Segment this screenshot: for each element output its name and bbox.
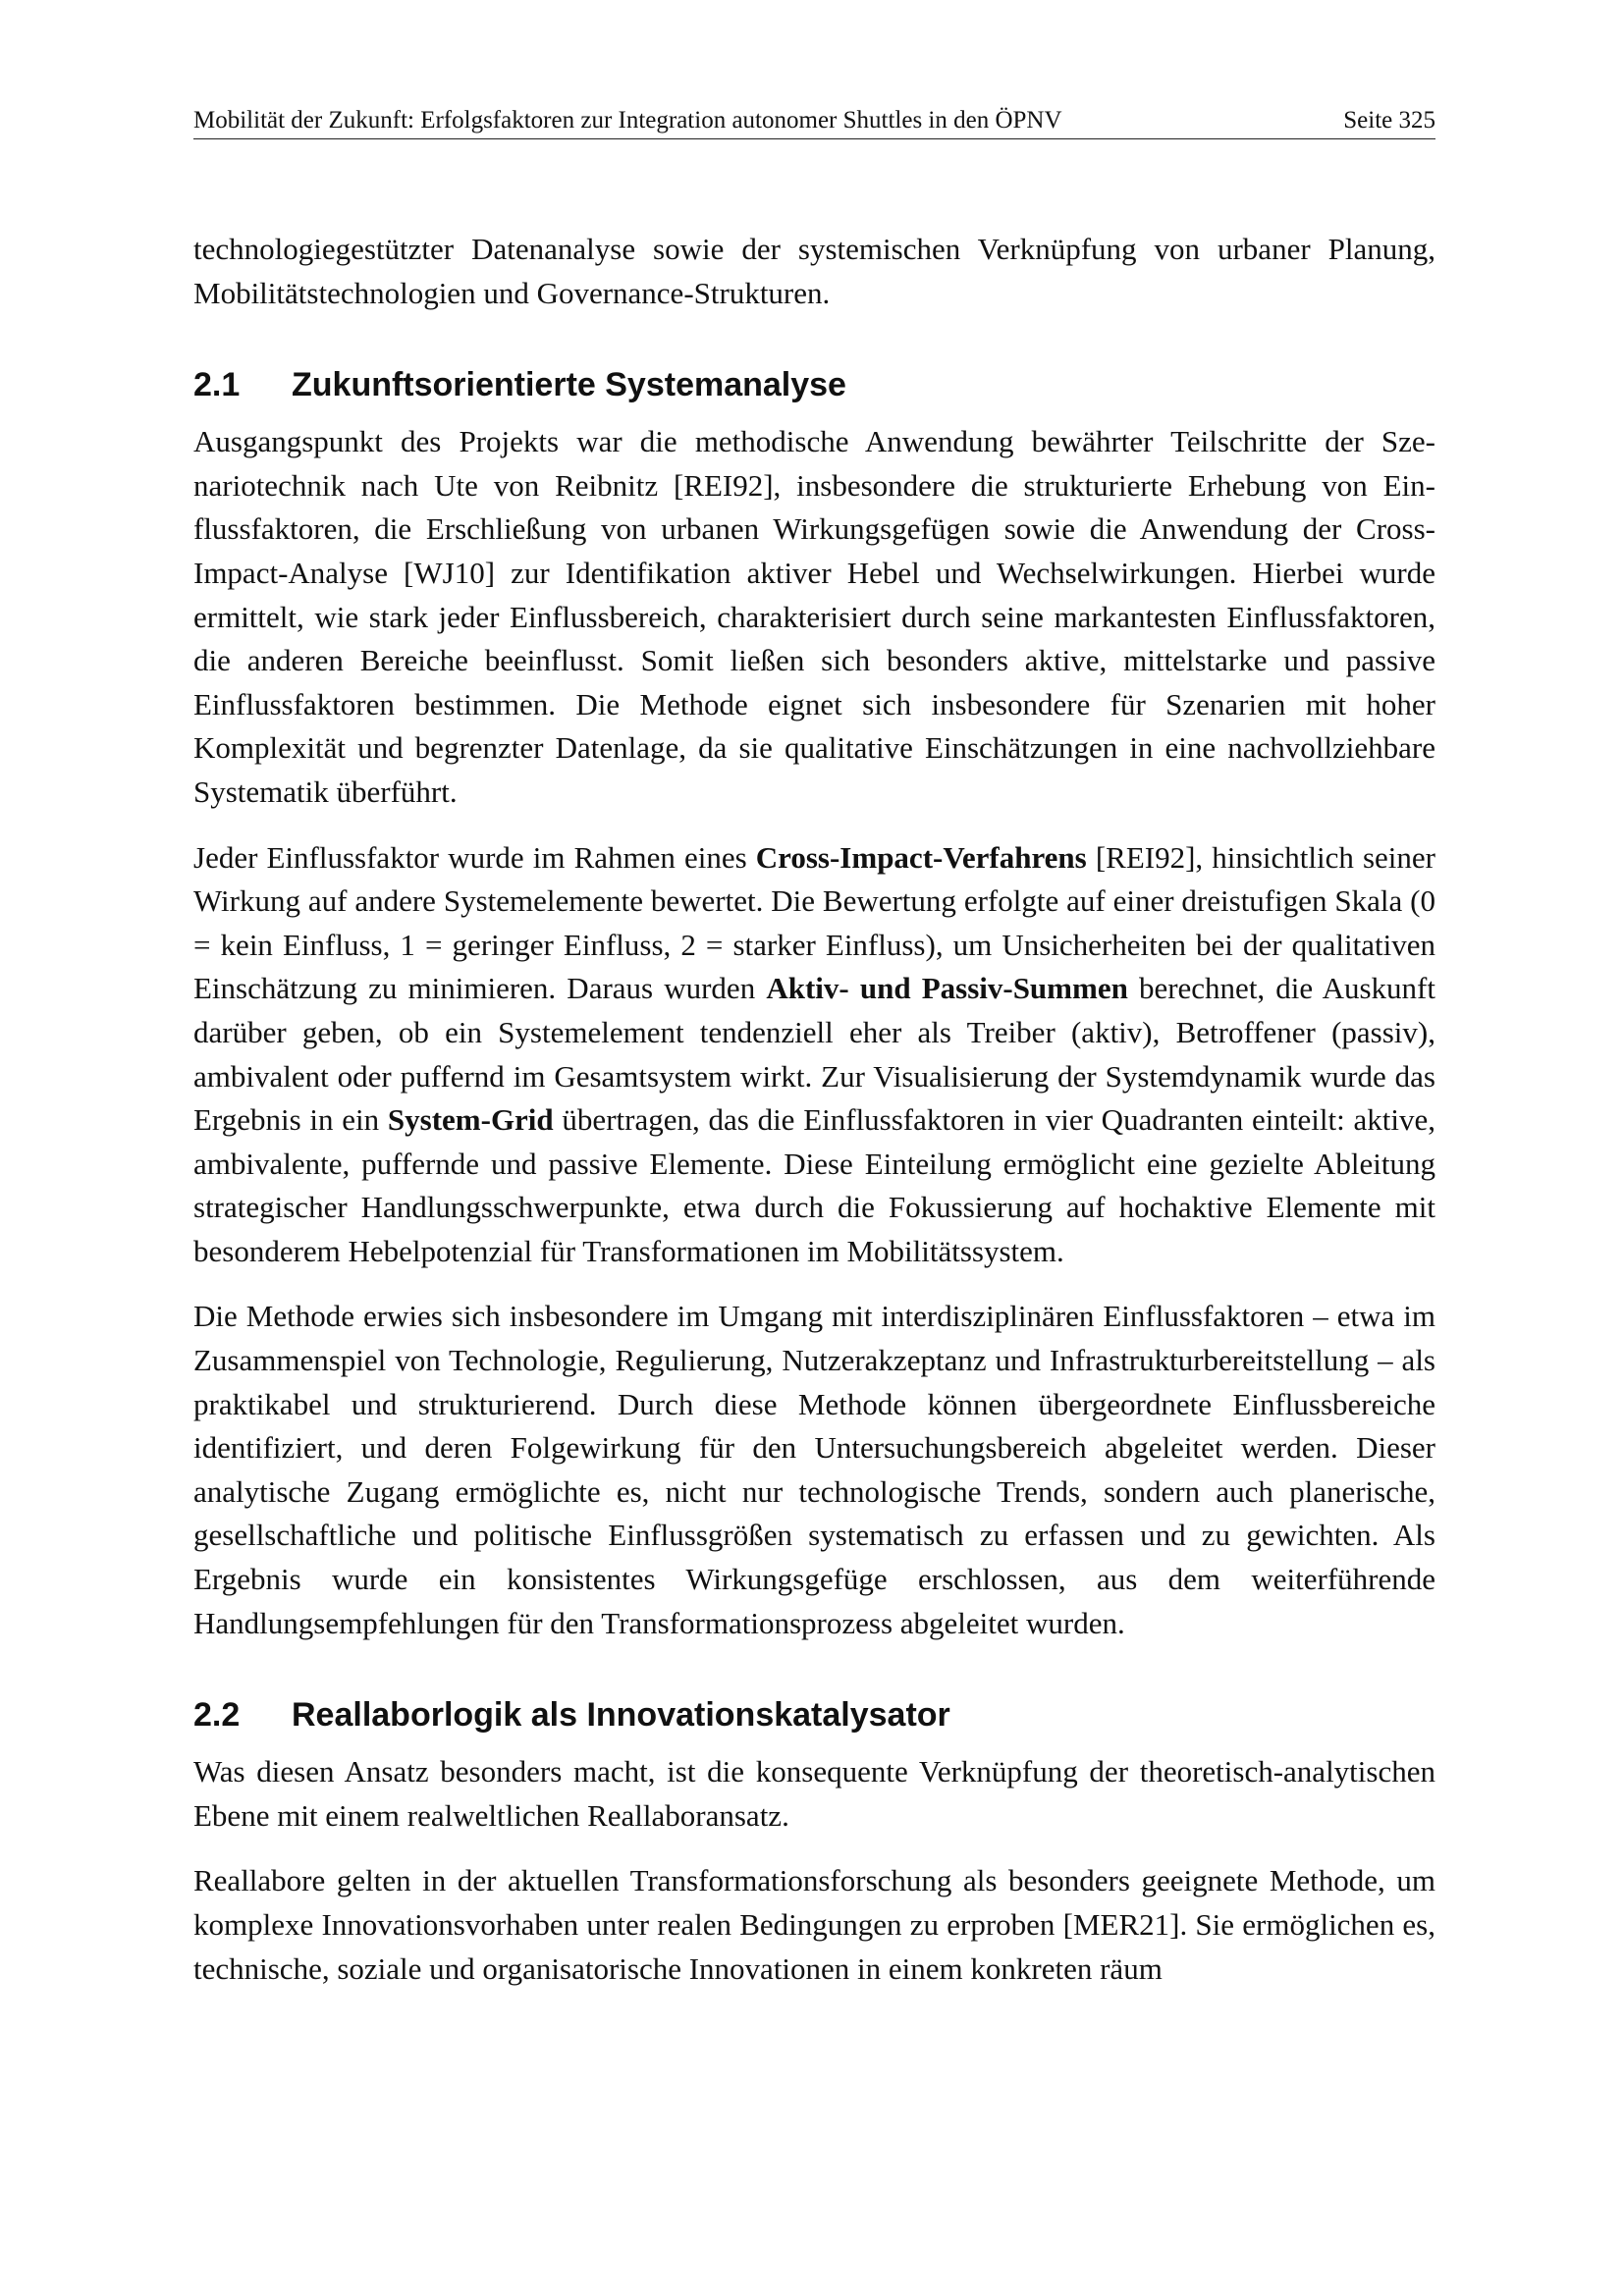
page-number: Seite 325 (1343, 107, 1435, 133)
running-header (193, 106, 1435, 139)
paragraph-cross-impact (193, 836, 1435, 1274)
section-heading-2-1 (193, 363, 1435, 406)
header-title: Mobilität der Zukunft: Erfolgsfaktoren zur Integration autonomer Shuttles in den ÖPNV (193, 107, 1062, 133)
paragraph-methodology: Ausgangspunkt des Projekts war die methodische Anwendung bewährter Teilschritte der Szenariotechnik nach Ute von Reibnitz [REI92], insbesondere die strukturierte Erhebung von Einflussfaktoren, die Erschließung von urbanen Wirkungsgefügen sowie die Anwendung der Cross-Impact-Analyse [WJ10] zur Identifikation aktiver Hebel und Wechselwirkungen. Hierbei wurde ermittelt, wie stark jeder Einflussbereich, charakterisiert durch seine markantesten Einflussfaktoren, die anderen Bereiche beeinflusst. Somit ließen sich besonders aktive, mittelstarke und passive Einflussfaktoren bestimmen. Die Methode eignet sich insbesondere für Szenarien mit hoher Komplexität und begrenzter Datenlage, da sie qualitative Einschätzungen in eine nachvollziehbare Systematik überführt. (193, 424, 1435, 809)
bold-term-system-grid: System-Grid (387, 1102, 554, 1138)
paragraph-approach: Was diesen Ansatz besonders macht, ist die konsequente Verknüpfung der theoretisch-analytischen Ebene mit einem realweltlichen Reallaboransatz. (193, 1754, 1435, 1833)
text-run: Jeder Einflussfaktor wurde im Rahmen eines (193, 839, 756, 875)
section-title: Reallaborlogik als Innovationskatalysator (292, 1696, 950, 1735)
section-number: 2.1 (193, 366, 241, 404)
paragraph-interdisciplinary: Die Methode erwies sich insbesondere im Umgang mit interdisziplinären Einflussfaktoren – etwa im Zusammenspiel von Technologie, Regulierung, Nutzerakzeptanz und Infrastrukturbereitstellung – als praktikabel und strukturierend. Durch diese Methode können übergeordnete Einflussbereiche identifiziert, und deren Folgewirkung für den Untersuchungsbereich abgeleitet werden. Dieser analytische Zugang ermöglichte es, nicht nur technologische Trends, sondern auch planerische, gesellschaftliche und politische Einflussgrößen systematisch zu erfassen und zu gewichten. Als Ergebnis wurde ein konsistentes Wirkungsgefüge erschlossen, aus dem weiterführende Handlungsempfehlungen für den Transformationsprozess abgeleitet wurden. (193, 1299, 1435, 1640)
intro-paragraph: technologiegestützter Datenanalyse sowie der systemischen Verknüpfung von urbaner Planung, Mobilitätstechnologien und Governance-Strukturen. (193, 232, 1435, 310)
text-run: [REI92], hinsichtlich seiner Wirkung auf andere Systemelemente bewertet. Die Bewertung erfolgte auf einer dreistufigen Skala (0 = kein Einfluss, 1 = geringer Einfluss, 2 = starker Einfluss), um Unsicherheiten bei der qualitativen Einschätzung zu minimieren. Daraus wurden (193, 839, 1435, 1006)
section-number: 2.2 (193, 1696, 241, 1735)
section-title: Zukunftsorientierte Systemanalyse (292, 366, 846, 404)
text-run: übertragen, das die Einflussfaktoren in vier Quadranten einteilt: aktive, ambivalente, puffernde und passive Elemente. Diese Einteilung ermöglicht eine gezielte Ableitung strategischer Handlungsschwerpunkte, etwa durch die Fokussierung auf hochaktive Elemente mit besonderem Hebelpotenzial für Transformationen im Mobilitätssystem. (193, 1102, 1435, 1268)
paragraph-reallabore: Reallabore gelten in der aktuellen Transformationsforschung als besonders geeignete Methode, um komplexe Innovationsvorhaben unter realen Bedingungen zu erproben [MER21]. Sie ermöglichen es, technische, soziale und organisatorische Innovationen in einem konkreten räum (193, 1863, 1435, 1986)
text-run: berechnet, die Auskunft darüber geben, ob ein Systemelement tendenziell eher als Treiber (aktiv), Betroffener (passiv), ambivalent oder puffernd im Gesamtsystem wirkt. Zur Visualisierung der Systemdynamik wurde das Ergebnis in ein (193, 971, 1435, 1138)
bold-term-cross-impact: Cross-Impact-Verfahrens (755, 839, 1087, 875)
bold-term-aktiv-passiv: Aktiv- und Passiv-Summen (766, 971, 1128, 1006)
document-body (193, 228, 1435, 1991)
document-page (193, 106, 1435, 2012)
section-heading-2-2 (193, 1693, 1435, 1736)
